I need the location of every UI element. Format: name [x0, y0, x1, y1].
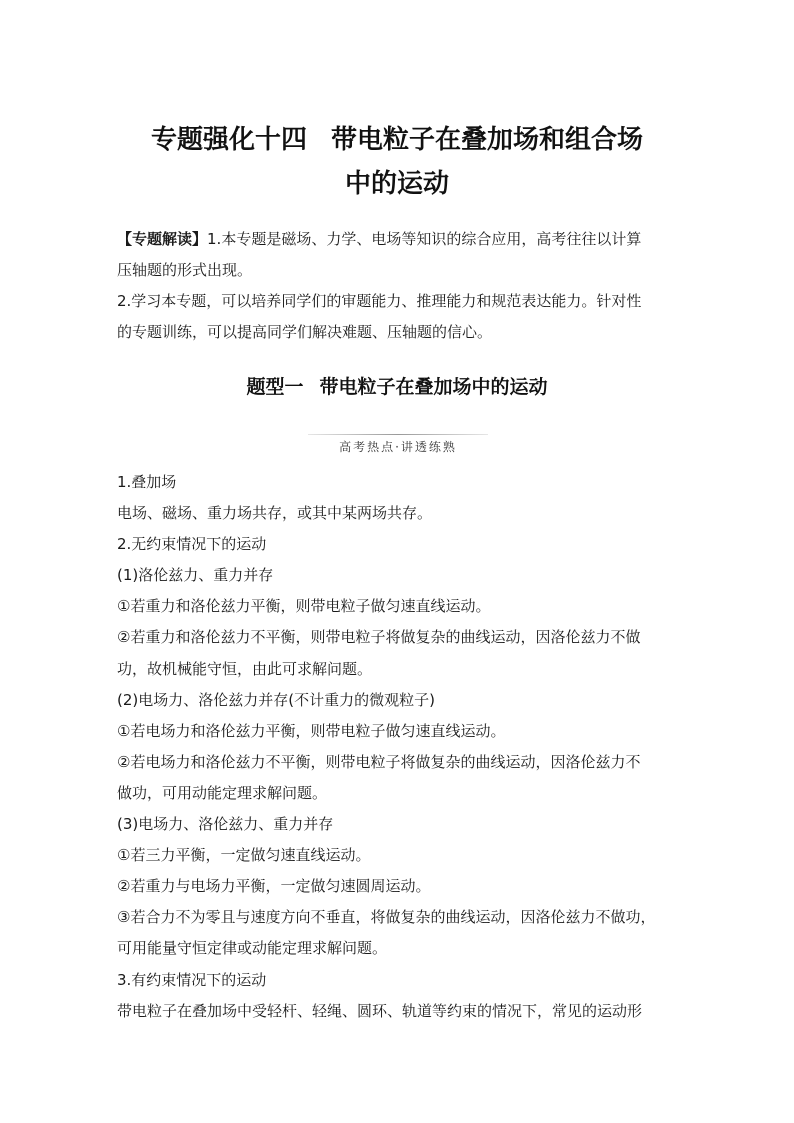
body-line: 电场、磁场、重力场共存，或其中某两场共存。: [117, 504, 433, 523]
intro-text-1: 1.本专题是磁场、力学、电场等知识的综合应用，高考往往以计算: [207, 230, 642, 248]
body-line: ②若电场力和洛伦兹力不平衡，则带电粒子将做复杂的曲线运动，因洛伦兹力不: [117, 752, 641, 771]
section-tag: [308, 434, 488, 457]
body-line: 功，故机械能守恒，由此可求解问题。: [117, 659, 373, 678]
intro-label: 【专题解读】: [117, 230, 208, 248]
body-line: 可用能量守恒定律或动能定理求解问题。: [117, 939, 388, 958]
section-heading: [100, 370, 694, 404]
intro-paragraph-2: 2.学习本专题，可以培养同学们的审题能力、推理能力和规范表达能力。针对性: [117, 292, 642, 310]
intro-paragraph-2-cont: 的专题训练，可以提高同学们解决难题、压轴题的信心。: [117, 323, 493, 341]
title-part-topic: 专题强化十四: [150, 125, 307, 155]
body-line: ③若合力不为零且与速度方向不垂直，将做复杂的曲线运动，因洛伦兹力不做功，: [117, 908, 656, 927]
body-line: ①若电场力和洛伦兹力平衡，则带电粒子做匀速直线运动。: [117, 721, 506, 740]
body-line: 做功，可用动能定理求解问题。: [117, 783, 328, 802]
body-line: (3)电场力、洛伦兹力、重力并存: [117, 815, 334, 834]
tag-divider: [308, 434, 488, 435]
body-line: ②若重力与电场力平衡，一定做匀速圆周运动。: [117, 877, 431, 896]
body-line: (1)洛伦兹力、重力并存: [117, 566, 274, 585]
body-line: ②若重力和洛伦兹力不平衡，则带电粒子将做复杂的曲线运动，因洛伦兹力不做: [117, 628, 641, 647]
body-line: 3.有约束情况下的运动: [117, 970, 267, 989]
page-title-line-1: [100, 120, 694, 160]
intro-paragraph-1: [117, 224, 683, 255]
body-line: (2)电场力、洛伦兹力并存(不计重力的微观粒子): [117, 690, 435, 709]
section-heading-number: 题型一: [246, 376, 304, 398]
section-heading-title: 带电粒子在叠加场中的运动: [319, 376, 548, 398]
body-line: ①若重力和洛伦兹力平衡，则带电粒子做匀速直线运动。: [117, 597, 491, 616]
body-line: 带电粒子在叠加场中受轻杆、轻绳、圆环、轨道等约束的情况下，常见的运动形: [117, 1001, 643, 1020]
body-line: ①若三力平衡，一定做匀速直线运动。: [117, 846, 371, 865]
body-line: 1.叠加场: [117, 473, 177, 491]
body-line: 2.无约束情况下的运动: [117, 535, 267, 554]
intro-paragraph-1-cont: 压轴题的形式出现。: [117, 261, 253, 279]
body-content: [117, 467, 689, 1027]
tag-text: 高考热点·讲透练熟: [339, 440, 457, 454]
page-title-line-2: 中的运动: [344, 169, 449, 199]
title-part-subject: 带电粒子在叠加场和组合场: [331, 125, 644, 155]
